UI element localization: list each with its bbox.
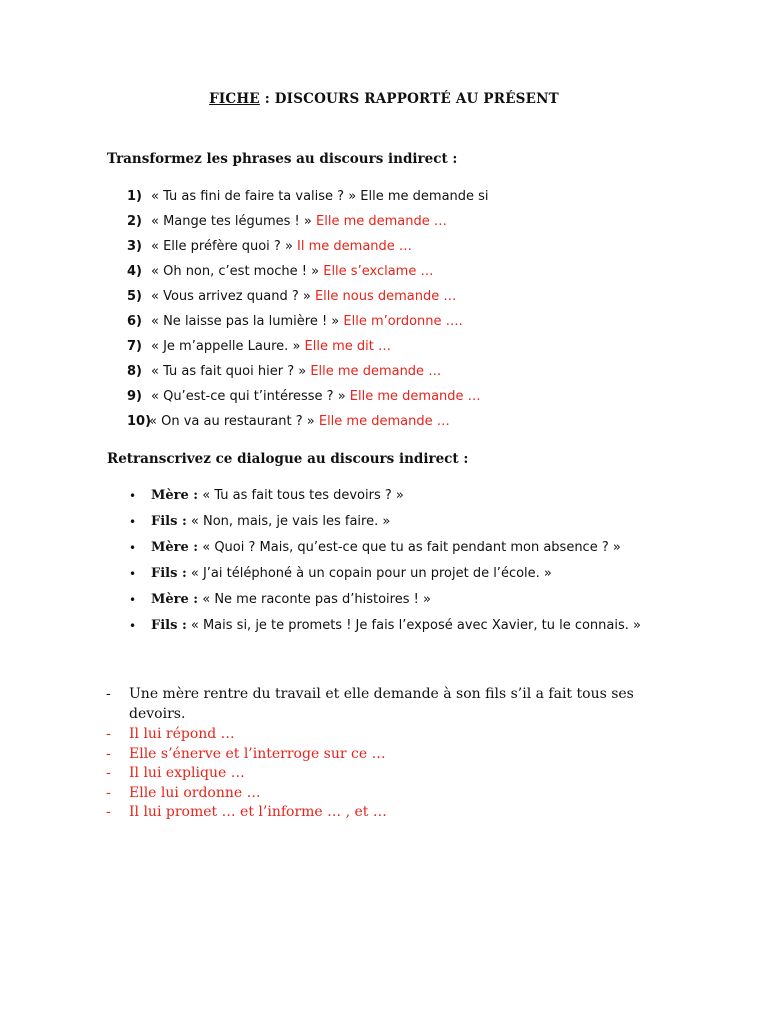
dialogue-quote: « J’ai téléphoné à un copain pour un projet de l’école. » [186, 566, 552, 581]
exercise-quote: « Oh non, c’est moche ! » [151, 264, 324, 279]
exercise-answer-prompt: Elle m’ordonne …. [343, 314, 463, 329]
exercise-quote: « Vous arrivez quand ? » [151, 289, 315, 304]
exercise-number: 1) [127, 189, 142, 204]
exercise-text [151, 287, 456, 307]
dialogue-text [151, 564, 552, 584]
dash-marker: - [106, 726, 111, 742]
exercise-text [151, 187, 489, 207]
dialogue-text [151, 590, 431, 610]
bullet-icon: • [129, 567, 137, 581]
exercise-answer-prompt: Elle me demande … [318, 414, 450, 429]
section-heading-dialogue: Retranscrivez ce dialogue au discours indirect : [107, 451, 469, 467]
exercise-text [151, 237, 412, 257]
exercise-number: 10) [127, 414, 152, 429]
exercise-answer-prompt: Elle nous demande … [314, 289, 457, 304]
exercise-answer-prompt: Il me demande … [297, 239, 412, 254]
narration-text: Elle lui ordonne … [129, 784, 261, 801]
title-fiche: FICHE [209, 91, 260, 107]
exercise-number: 8) [127, 364, 142, 379]
page-title [0, 91, 768, 107]
speaker-label: Mère : [151, 540, 199, 555]
dialogue-quote: « Tu as fait tous tes devoirs ? » [198, 488, 404, 503]
narration-text: Elle s’énerve et l’interroge sur ce … [129, 745, 386, 762]
dialogue-quote: « Ne me raconte pas d’histoires ! » [198, 592, 431, 607]
exercise-text [151, 262, 433, 282]
dialogue-quote: « Quoi ? Mais, qu’est-ce que tu as fait pendant mon absence ? » [198, 540, 621, 555]
speaker-label: Mère : [151, 592, 199, 607]
exercise-answer-prompt: Elle me demande … [349, 389, 481, 404]
exercise-text [151, 387, 481, 407]
exercise-text [149, 412, 450, 432]
exercise-text [151, 362, 441, 382]
dialogue-text [151, 538, 621, 558]
dialogue-text [151, 512, 390, 532]
exercise-quote: « Elle préfère quoi ? » [151, 239, 298, 254]
exercise-answer-prompt: Elle s’exclame … [323, 264, 434, 279]
exercise-number: 2) [127, 214, 142, 229]
exercise-quote: « On va au restaurant ? » [149, 414, 319, 429]
speaker-label: Mère : [151, 488, 199, 503]
section-heading-transform: Transformez les phrases au discours indirect : [107, 151, 458, 167]
exercise-quote: « Je m’appelle Laure. » [151, 339, 305, 354]
exercise-quote: « Ne laisse pas la lumière ! » [151, 314, 344, 329]
exercise-number: 9) [127, 389, 142, 404]
exercise-answer-prompt: Elle me demande … [316, 214, 447, 229]
bullet-icon: • [129, 489, 137, 503]
dialogue-text [151, 486, 404, 506]
exercise-answer-prompt: Elle me demande … [310, 364, 442, 379]
speaker-label: Fils : [151, 566, 187, 581]
narration-text: Il lui promet … et l’informe … , et … [129, 804, 387, 821]
exercise-quote: « Tu as fait quoi hier ? » [151, 364, 311, 379]
exercise-quote: « Tu as fini de faire ta valise ? » Elle me demande si [151, 189, 489, 204]
bullet-icon: • [129, 619, 137, 633]
dash-marker: - [106, 784, 111, 801]
exercise-number: 5) [127, 289, 142, 304]
dash-marker: - [106, 745, 111, 762]
speaker-label: Fils : [151, 514, 187, 529]
exercise-answer-prompt: Elle me dit … [304, 339, 391, 354]
dash-marker: - [106, 765, 111, 782]
bullet-icon: • [129, 593, 137, 607]
bullet-icon: • [129, 515, 137, 529]
exercise-quote: « Mange tes légumes ! » [151, 214, 316, 229]
speaker-label: Fils : [151, 618, 187, 633]
exercise-quote: « Qu’est-ce qui t’intéresse ? » [151, 389, 350, 404]
exercise-number: 7) [127, 339, 142, 354]
dialogue-quote: « Non, mais, je vais les faire. » [186, 514, 391, 529]
narration-text: Il lui répond … [129, 726, 235, 742]
exercise-text [151, 212, 447, 232]
exercise-text [151, 337, 391, 357]
dash-marker: - [106, 804, 111, 821]
dialogue-quote: « Mais si, je te promets ! Je fais l’exposé avec Xavier, tu le connais. » [186, 618, 641, 633]
exercise-text [151, 312, 463, 332]
exercise-number: 4) [127, 264, 142, 279]
title-text: : DISCOURS RAPPORTÉ AU PRÉSENT [259, 91, 559, 107]
narration-intro-text: Une mère rentre du travail et elle demande à son fils s’il a fait tous ses devoirs. [129, 686, 634, 722]
narration-text: Il lui explique … [129, 765, 245, 782]
bullet-icon: • [129, 541, 137, 555]
dash-marker: - [106, 686, 111, 702]
dialogue-text [151, 616, 641, 636]
exercise-number: 6) [127, 314, 142, 329]
exercise-number: 3) [127, 239, 142, 254]
